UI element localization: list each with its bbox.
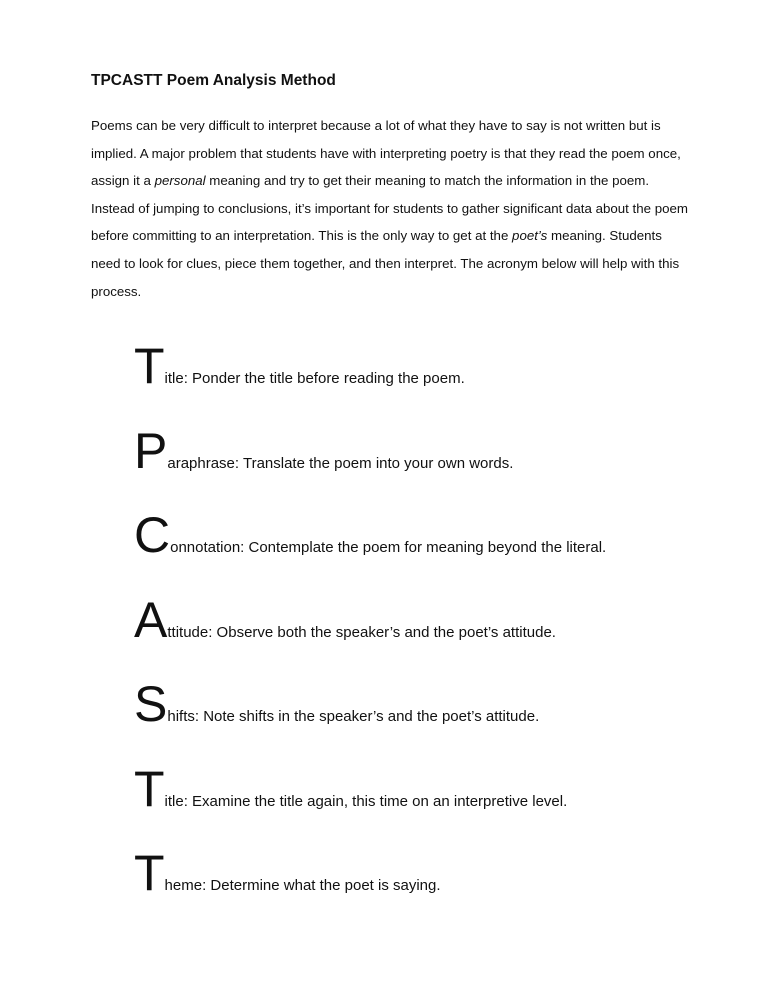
acronym-text: heme: Determine what the poet is saying. (164, 877, 441, 894)
acronym-text: itle: Examine the title again, this time on an interpretive level. (164, 792, 568, 810)
acronym-letter: C (134, 507, 171, 563)
intro-emphasis-poets: poet’s (512, 228, 548, 244)
acronym-list (134, 338, 606, 930)
acronym-letter: P (134, 422, 168, 479)
acronym-item-theme (134, 845, 606, 930)
acronym-text: onnotation: Contemplate the poem for meaning beyond the literal. (170, 539, 607, 556)
acronym-text: itle: Ponder the title before reading the poem. (164, 370, 465, 387)
intro-emphasis-personal: personal (154, 173, 206, 189)
intro-text-2: meaning and try to get their meaning to match the information in the poem. Instead of jumping to conclusions, it’s important for students to gather significant data about the poem before committing to an interpretation. This is the only way to get at the (91, 173, 688, 244)
acronym-letter: T (134, 338, 165, 394)
acronym-letter: T (134, 845, 165, 901)
acronym-text: araphrase: Translate the poem into your own words. (167, 454, 514, 472)
acronym-letter: S (134, 676, 168, 732)
acronym-item-connotation (134, 507, 606, 592)
intro-paragraph (91, 112, 691, 305)
acronym-text: ttitude: Observe both the speaker’s and the poet’s attitude. (167, 623, 556, 641)
intro-text-3: meaning. Students need to look for clues, piece them together, and then interpret. The acronym below will help with this process. (91, 228, 680, 299)
acronym-item-title-again (134, 761, 606, 846)
acronym-letter: A (134, 591, 168, 648)
acronym-item-paraphrase (134, 423, 606, 508)
acronym-item-attitude (134, 592, 606, 677)
acronym-item-shifts (134, 676, 606, 761)
intro-text-1: Poems can be very difficult to interpret because a lot of what they have to say is not written but is implied. A major problem that students have with interpreting poetry is that they read the poem once, assign it a (91, 118, 681, 189)
acronym-item-title (134, 338, 606, 423)
acronym-text: hifts: Note shifts in the speaker’s and the poet’s attitude. (167, 708, 540, 725)
acronym-letter: T (134, 760, 165, 817)
document-title: TPCASTT Poem Analysis Method (91, 72, 336, 89)
